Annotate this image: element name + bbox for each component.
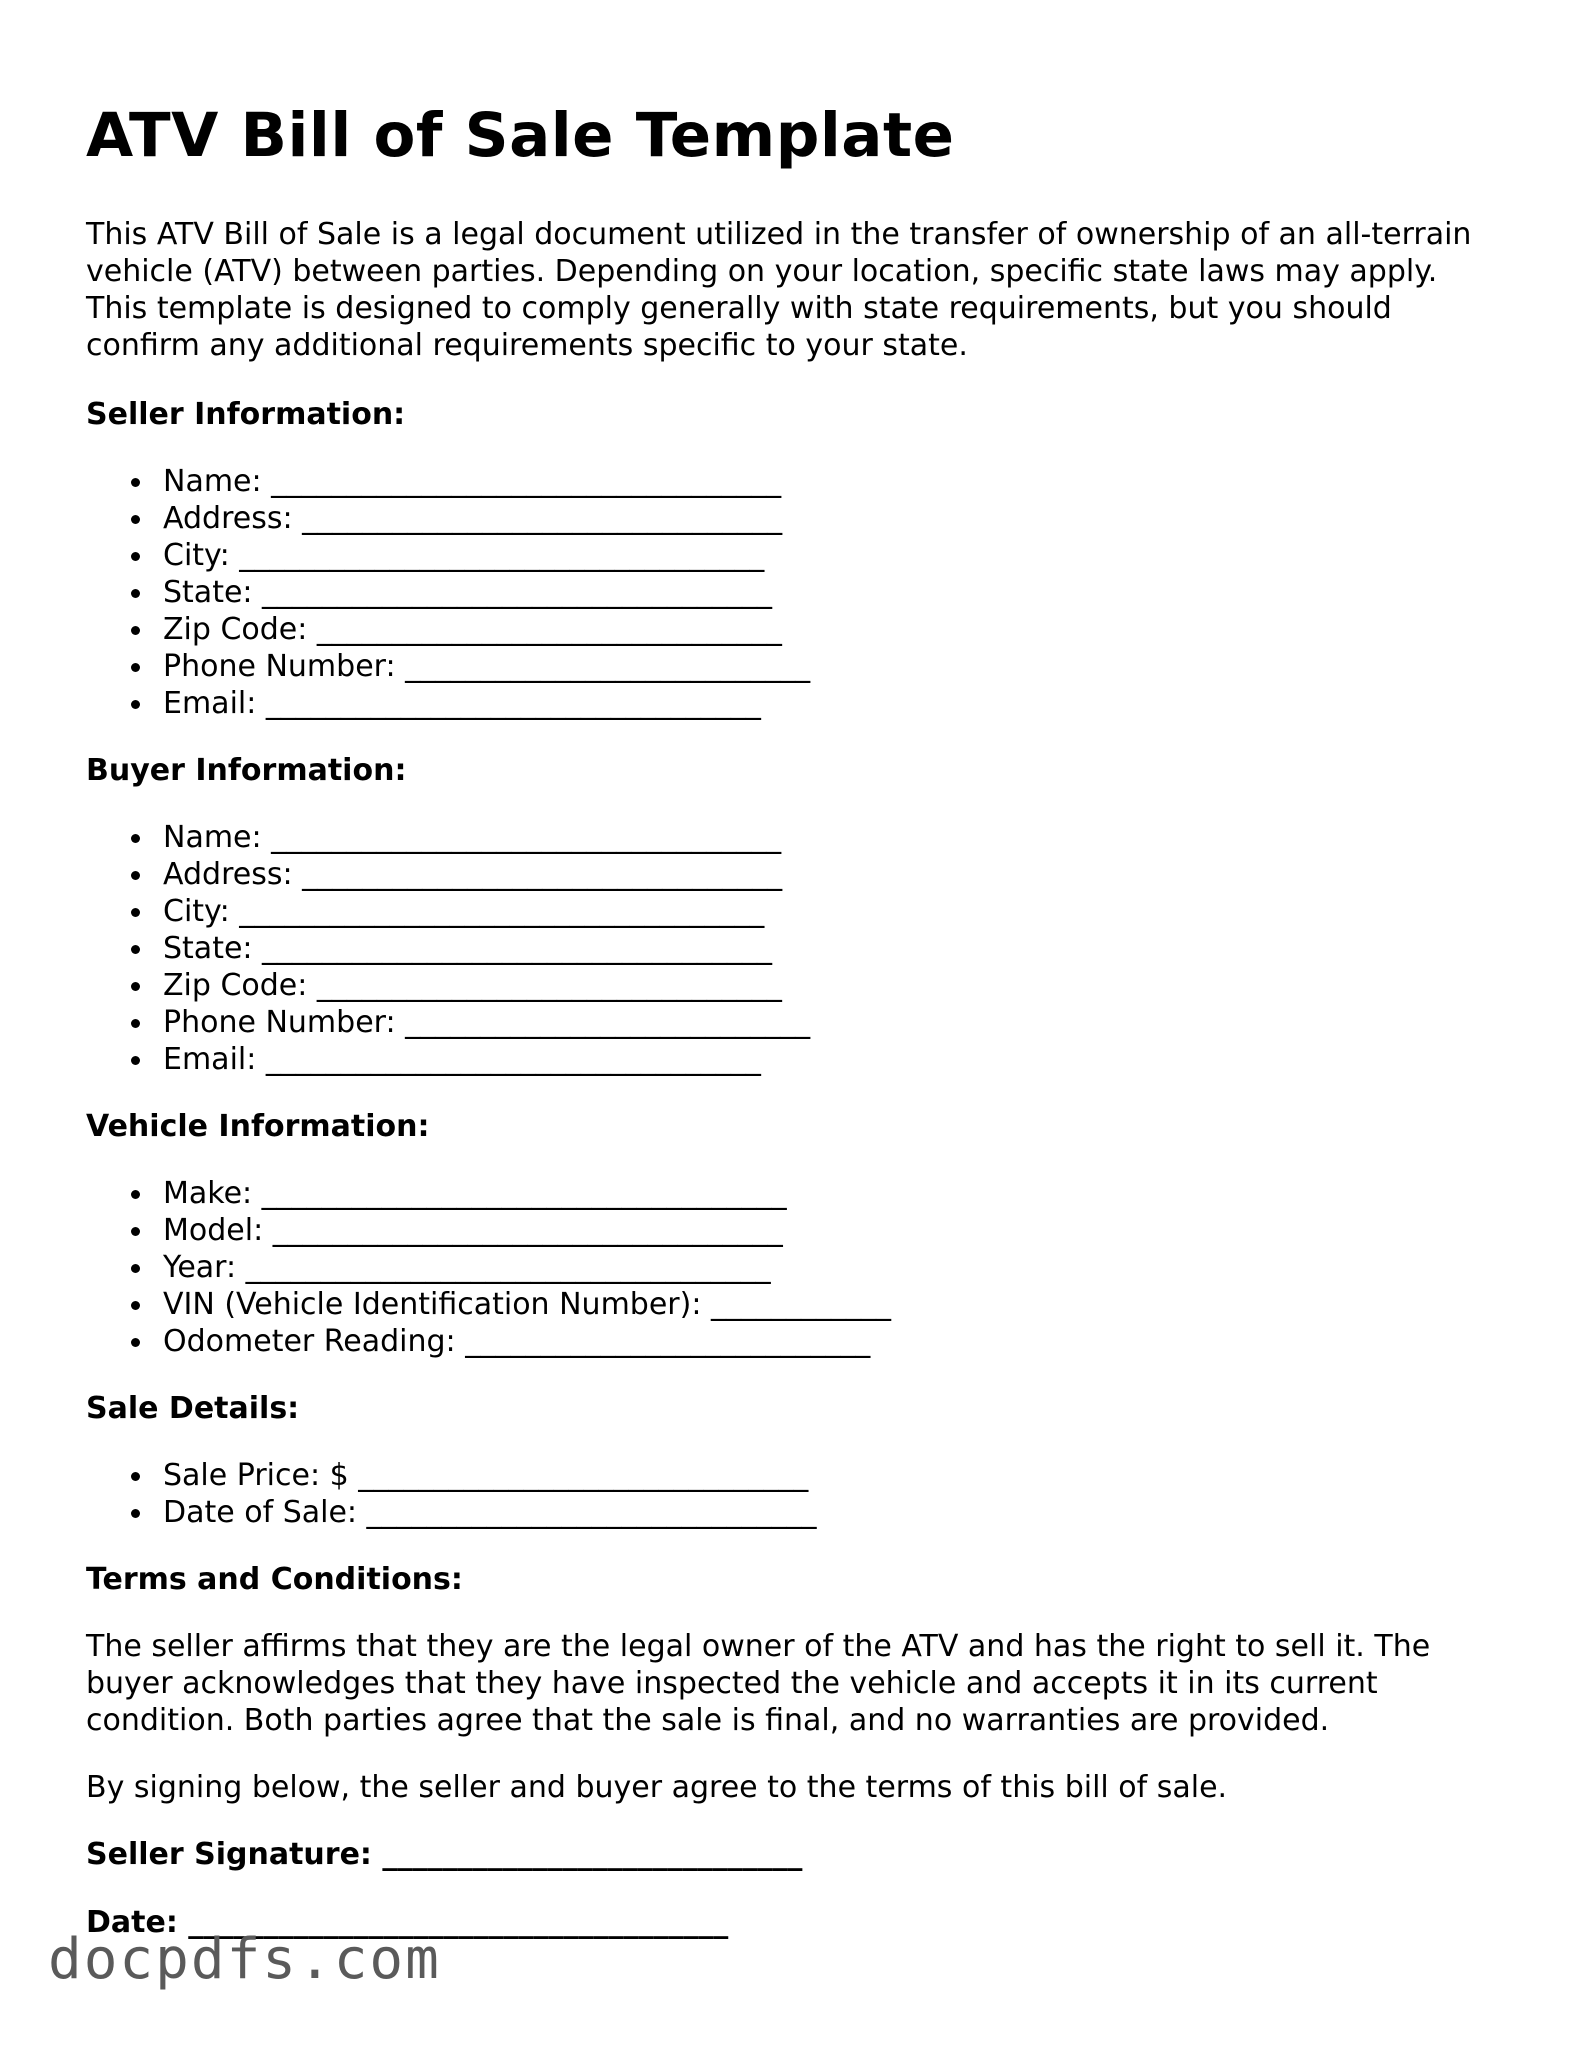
- buyer-email-field: Email: _________________________________: [163, 1041, 1506, 1078]
- watermark: docpdfs.com: [48, 1927, 441, 1992]
- buyer-address-field: Address: ________________________________: [163, 856, 1506, 893]
- sale-date-field: Date of Sale: ______________________________: [163, 1494, 1506, 1531]
- seller-state-field: State: __________________________________: [163, 574, 1506, 611]
- buyer-phone-field: Phone Number: ___________________________: [163, 1004, 1506, 1041]
- seller-email-field: Email: _________________________________: [163, 685, 1506, 722]
- buyer-zip-field: Zip Code: _______________________________: [163, 967, 1506, 1004]
- vehicle-fields-list: [86, 1175, 1506, 1360]
- buyer-city-field: City: ___________________________________: [163, 893, 1506, 930]
- seller-fields-list: [86, 463, 1506, 722]
- vehicle-vin-field: VIN (Vehicle Identification Number): ____________: [163, 1286, 1506, 1323]
- sale-heading: Sale Details:: [86, 1391, 300, 1426]
- seller-phone-field: Phone Number: ___________________________: [163, 648, 1506, 685]
- seller-heading: Seller Information:: [86, 397, 406, 432]
- vehicle-odometer-field: Odometer Reading: ___________________________: [163, 1323, 1506, 1360]
- seller-address-field: Address: ________________________________: [163, 500, 1506, 537]
- seller-signature-line: Seller Signature: ____________________________: [86, 1837, 803, 1872]
- buyer-name-field: Name: __________________________________: [163, 819, 1506, 856]
- vehicle-year-field: Year: ___________________________________: [163, 1249, 1506, 1286]
- terms-heading: Terms and Conditions:: [86, 1562, 463, 1597]
- seller-zip-field: Zip Code: _______________________________: [163, 611, 1506, 648]
- sale-fields-list: [86, 1457, 1506, 1531]
- vehicle-make-field: Make: ___________________________________: [163, 1175, 1506, 1212]
- seller-city-field: City: ___________________________________: [163, 537, 1506, 574]
- date-line: Date: ____________________________________: [86, 1905, 729, 1940]
- vehicle-model-field: Model: __________________________________: [163, 1212, 1506, 1249]
- document-page: [86, 100, 1506, 1972]
- buyer-state-field: State: __________________________________: [163, 930, 1506, 967]
- seller-name-field: Name: __________________________________: [163, 463, 1506, 500]
- document-title: ATV Bill of Sale Template: [86, 100, 955, 171]
- terms-paragraph: The seller affirms that they are the legal owner of the ATV and has the right to sell it. The buyer acknowledges that they have inspected the vehicle and accepts it in its current condition. Both parties agree that the sale is final, and no warranties are provided.: [86, 1629, 1431, 1738]
- sale-price-field: Sale Price: $ ______________________________: [163, 1457, 1506, 1494]
- buyer-heading: Buyer Information:: [86, 753, 407, 788]
- intro-paragraph: This ATV Bill of Sale is a legal document utilized in the transfer of ownership of an all-terrain vehicle (ATV) between parties. Depending on your location, specific state laws may apply. This template is designed to comply generally with state requirements, but you should confirm any additional requirements specific to your state.: [86, 217, 1472, 363]
- agreement-paragraph: By signing below, the seller and buyer agree to the terms of this bill of sale.: [86, 1770, 1228, 1805]
- vehicle-heading: Vehicle Information:: [86, 1109, 430, 1144]
- buyer-fields-list: [86, 819, 1506, 1078]
